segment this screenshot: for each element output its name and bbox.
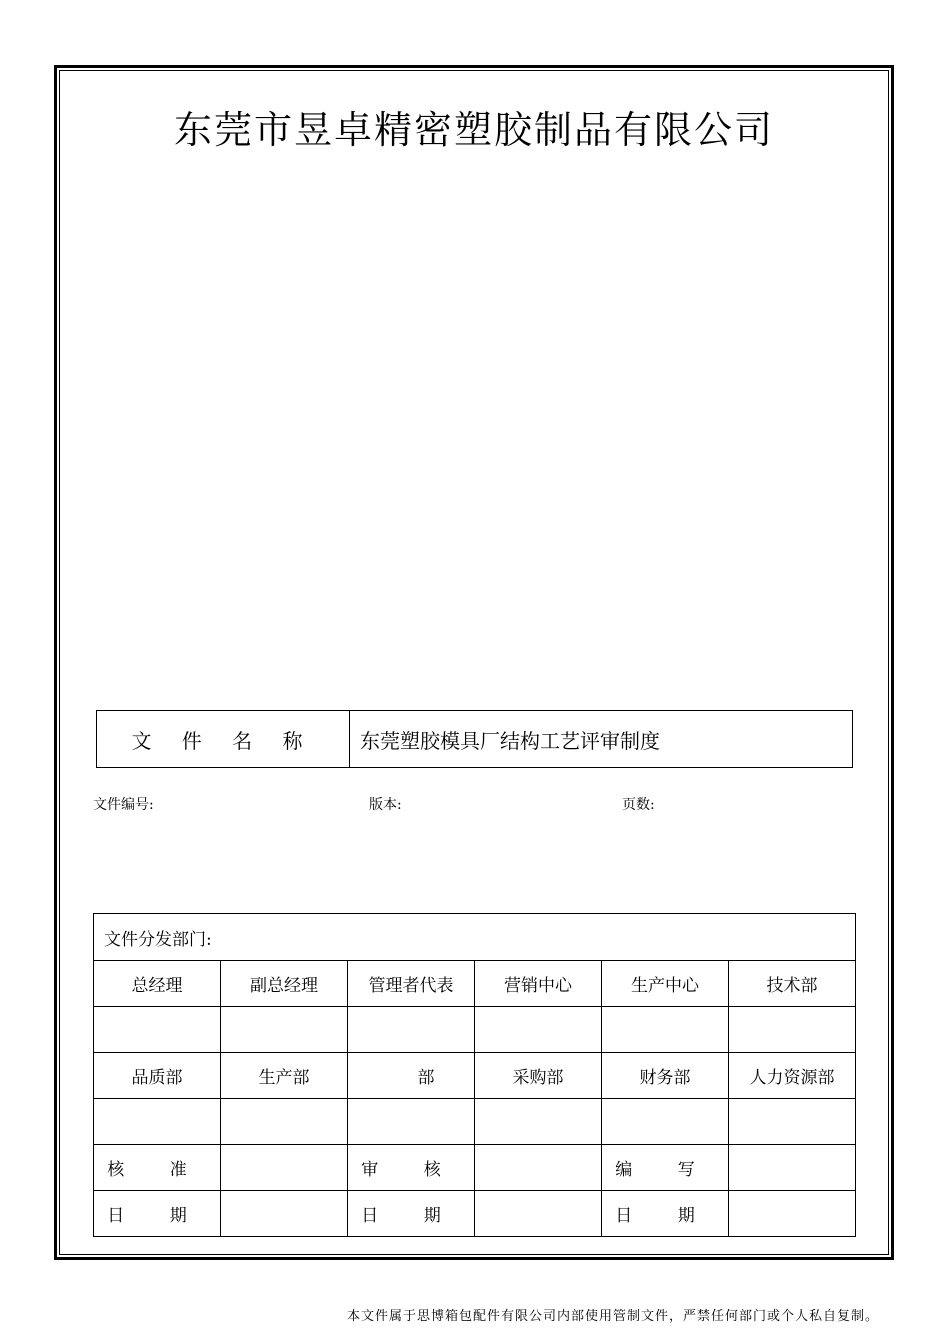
dept-cell: 副总经理 bbox=[221, 961, 348, 1007]
doc-number-label: 文件编号: bbox=[93, 797, 154, 813]
department-row-2 bbox=[94, 1053, 856, 1099]
approve-value bbox=[221, 1145, 348, 1191]
signoff-row bbox=[94, 1145, 856, 1191]
signature-cell bbox=[475, 1007, 602, 1053]
company-title: 东莞市昱卓精密塑胶制品有限公司 bbox=[173, 108, 774, 152]
signature-row-2 bbox=[94, 1099, 856, 1145]
date-label: 日 期 bbox=[602, 1191, 729, 1237]
dept-cell: 财务部 bbox=[602, 1053, 729, 1099]
dept-cell: 营销中心 bbox=[475, 961, 602, 1007]
signature-cell bbox=[602, 1099, 729, 1145]
signature-cell bbox=[729, 1007, 856, 1053]
signature-row-1 bbox=[94, 1007, 856, 1053]
date-value bbox=[221, 1191, 348, 1237]
distribution-title: 文件分发部门: bbox=[94, 914, 856, 961]
date-label: 日 期 bbox=[348, 1191, 475, 1237]
dept-cell: 技术部 bbox=[729, 961, 856, 1007]
signature-cell bbox=[475, 1099, 602, 1145]
date-value bbox=[729, 1191, 856, 1237]
document-name-table bbox=[96, 710, 853, 768]
footer-note: 本文件属于思博箱包配件有限公司内部使用管制文件，严禁任何部门或个人私自复制。 bbox=[347, 1309, 880, 1324]
version-label: 版本: bbox=[369, 797, 402, 813]
signature-cell bbox=[729, 1099, 856, 1145]
document-name-label: 文 件 名 称 bbox=[97, 711, 350, 768]
dept-cell: 总经理 bbox=[94, 961, 221, 1007]
dept-cell: 品质部 bbox=[94, 1053, 221, 1099]
dept-cell: 采购部 bbox=[475, 1053, 602, 1099]
signature-cell bbox=[221, 1099, 348, 1145]
document-name-value: 东莞塑胶模具厂结构工艺评审制度 bbox=[350, 711, 853, 768]
review-value bbox=[475, 1145, 602, 1191]
dept-cell: 生产部 bbox=[221, 1053, 348, 1099]
dept-cell: 管理者代表 bbox=[348, 961, 475, 1007]
department-row-1 bbox=[94, 961, 856, 1007]
distribution-table bbox=[93, 913, 856, 1237]
pages-label: 页数: bbox=[622, 797, 655, 813]
dept-cell: 人力资源部 bbox=[729, 1053, 856, 1099]
signature-cell bbox=[94, 1099, 221, 1145]
dept-cell: 生产中心 bbox=[602, 961, 729, 1007]
approve-label: 核 准 bbox=[94, 1145, 221, 1191]
date-value bbox=[475, 1191, 602, 1237]
signature-cell bbox=[348, 1099, 475, 1145]
signature-cell bbox=[348, 1007, 475, 1053]
dept-cell: 部 bbox=[348, 1053, 475, 1099]
signature-cell bbox=[94, 1007, 221, 1053]
write-label: 编 写 bbox=[602, 1145, 729, 1191]
signature-cell bbox=[602, 1007, 729, 1053]
date-row bbox=[94, 1191, 856, 1237]
write-value bbox=[729, 1145, 856, 1191]
review-label: 审 核 bbox=[348, 1145, 475, 1191]
signature-cell bbox=[221, 1007, 348, 1053]
date-label: 日 期 bbox=[94, 1191, 221, 1237]
